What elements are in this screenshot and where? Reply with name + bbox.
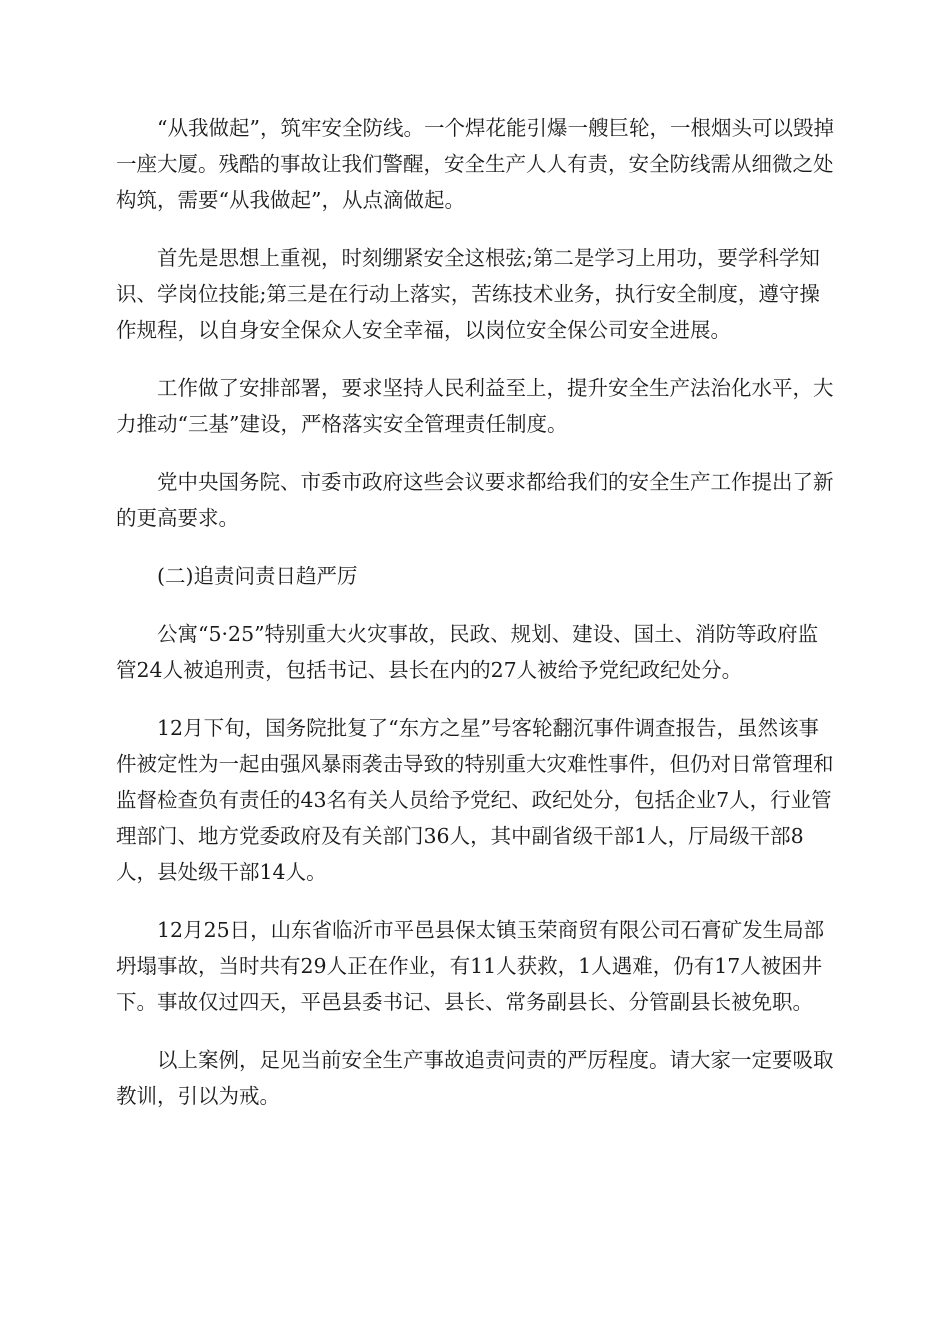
- paragraph-fire-accident: 公寓“5·25”特别重大火灾事故，民政、规划、建设、国土、消防等政府监管24人被追刑责，包括书记、县长在内的27人被给予党纪政纪处分。: [116, 622, 819, 682]
- paragraph-central-requirements: 党中央国务院、市委市政府这些会议要求都给我们的安全生产工作提出了新的更高要求。: [116, 470, 834, 530]
- paragraph-from-me: “从我做起”，筑牢安全防线。一个焊花能引爆一艘巨轮，一根烟头可以毁掉一座大厦。残酷的事故让我们警醒，安全生产人人有责，安全防线需从细微之处构筑，需要“从我做起”，从点滴做起。: [116, 116, 834, 212]
- paragraph-deployment: 工作做了安排部署，要求坚持人民利益至上，提升安全生产法治化水平，大力推动“三基”建设，严格落实安全管理责任制度。: [116, 376, 834, 436]
- paragraph-eastern-star: 12月下旬，国务院批复了“东方之星”号客轮翻沉事件调查报告，虽然该事件被定性为一起由强风暴雨袭击导致的特别重大灾难性事件，但仍对日常管理和监督检查负有责任的43名有关人员给予党纪、政纪处分，包括企业7人，行业管理部门、地方党委政府及有关部门36人，其中副省级干部1人，厅局级干部8人，县处级干部14人。: [116, 716, 834, 884]
- document-body: [116, 110, 836, 1136]
- paragraph-ideology: 首先是思想上重视，时刻绷紧安全这根弦;第二是学习上用功，要学科学知识、学岗位技能;第三是在行动上落实，苦练技术业务，执行安全制度，遵守操作规程，以自身安全保众人安全幸福，以岗位安全保公司安全进展。: [116, 246, 820, 342]
- paragraph-mine-collapse: 12月25日，山东省临沂市平邑县保太镇玉荣商贸有限公司石膏矿发生局部坍塌事故，当时共有29人正在作业，有11人获救，1人遇难，仍有17人被困井下。事故仅过四天，平邑县委书记、县长、常务副县长、分管副县长被免职。: [116, 918, 825, 1014]
- section-heading-accountability: (二)追责问责日趋严厉: [157, 564, 358, 588]
- paragraph-conclusion: 以上案例，足见当前安全生产事故追责问责的严厉程度。请大家一定要吸取教训，引以为戒。: [116, 1048, 834, 1108]
